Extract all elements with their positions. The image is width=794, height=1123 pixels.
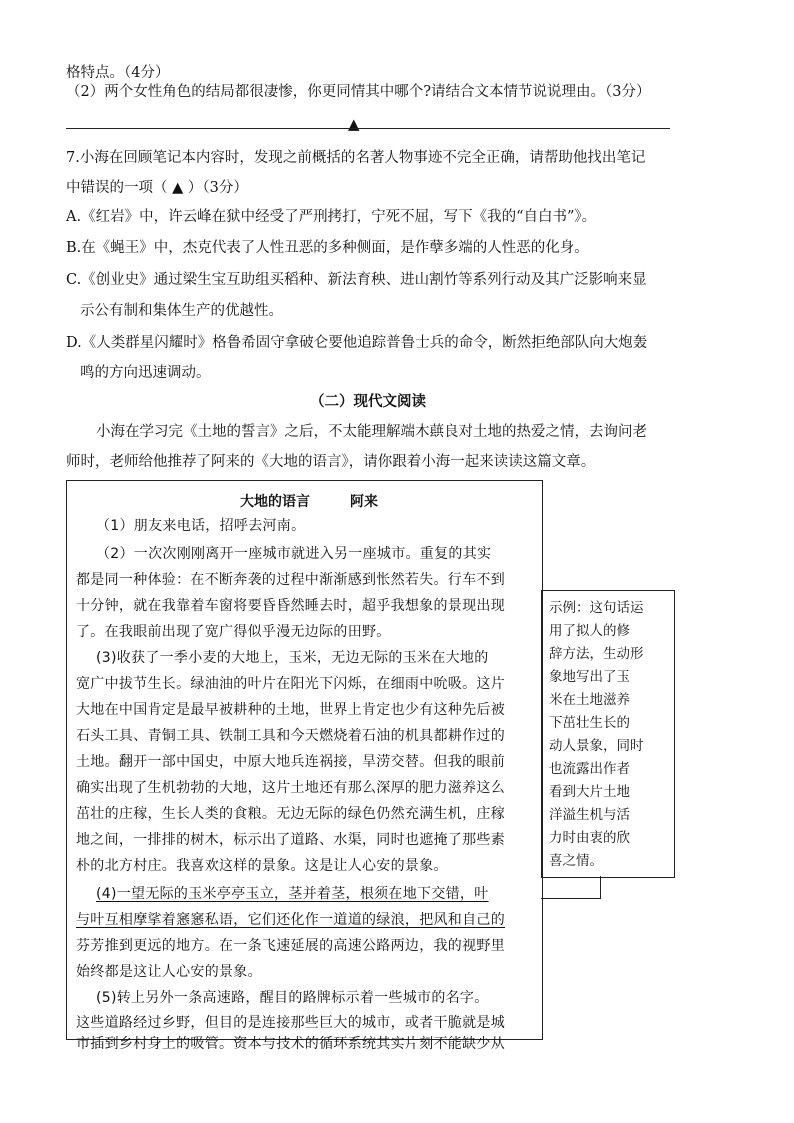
passage-line: 茁壮的庄稼，生长人类的食粮。无边无际的绿色仍然充满生机，庄稼 bbox=[76, 806, 505, 822]
passage-line: 土地。翻开一部中国史，中原大地兵连祸接，旱涝交替。但我的眼前 bbox=[76, 754, 505, 770]
passage-line-underlined: (4)一望无际的玉米亭亭玉立，茎并着茎，根须在地下交错，叶 bbox=[96, 886, 489, 902]
passage-line: 始终都是这让人心安的景象。 bbox=[76, 964, 262, 980]
annotation-line: 看到大片土地 bbox=[549, 784, 630, 800]
passage-line: 大地在中国肯定是最早被耕种的土地，世界上肯定也少有这种先后被 bbox=[76, 702, 505, 718]
annotation-line: 也流露出作者 bbox=[549, 761, 630, 777]
passage-line-underlined: 与叶互相摩挲着窸窸私语，它们还化作一道道的绿浪，把风和自己的 bbox=[76, 912, 505, 928]
annotation-line: 用了拟人的修 bbox=[549, 623, 630, 639]
passage-line: 宽广中拔节生长。绿油油的叶片在阳光下闪烁，在细雨中吮吸。这片 bbox=[76, 676, 505, 692]
passage-line: 芬芳推到更远的地方。在一条飞速延展的高速公路两边，我的视野里 bbox=[76, 938, 505, 954]
annotation-line: 动人景象，同时 bbox=[549, 738, 644, 754]
passage-line: （1）朋友来电话，招呼去河南。 bbox=[96, 518, 306, 534]
annotation-connector-horizontal bbox=[541, 898, 601, 899]
passage-line: 石头工具、青铜工具、铁制工具和今天燃烧着石油的机具都耕作过的 bbox=[76, 728, 505, 744]
passage-line: 市插到乡村身上的吸管。资本与技术的循环系统其实片刻不能缺少从 bbox=[76, 1036, 505, 1052]
section-intro-line2: 师时，老师给他推荐了阿来的《大地的语言》，请你跟着小海一起来读读这篇文章。 bbox=[66, 454, 596, 470]
passage-line: 都是同一种体验：在不断奔袭的过程中渐渐感到怅然若失。行车不到 bbox=[76, 572, 505, 588]
passage-line: 了。在我眼前出现了宽广得似乎漫无边际的田野。 bbox=[76, 624, 391, 640]
annotation-line: 力时由衷的欣 bbox=[549, 830, 630, 846]
q7-option-a: A.《红岩》中，许云峰在狱中经受了严刑拷打，宁死不屈，写下《我的“自白书”》。 bbox=[66, 209, 597, 225]
annotation-line: 象地写出了玉 bbox=[549, 669, 630, 685]
passage-line: （2）一次次刚刚离开一座城市就进入另一座城市。重复的其实 bbox=[96, 546, 492, 562]
annotation-line: 喜之情。 bbox=[549, 853, 603, 869]
q7-option-c-line2: 示公有制和集体生产的优越性。 bbox=[80, 303, 283, 319]
passage-line: 地之间，一排排的树木，标示出了道路、水渠，同时也遮掩了那些素 bbox=[76, 832, 505, 848]
q6-line1: 格特点。（4分） bbox=[66, 65, 170, 81]
q7-option-d-line2: 鸣的方向迅速调动。 bbox=[80, 365, 211, 381]
passage-line: 确实出现了生机勃勃的大地，这片土地还有那么深厚的肥力滋养这么 bbox=[76, 780, 505, 796]
q7-option-b: B.在《蝇王》中，杰克代表了人性丑恶的多种侧面，是作孽多端的人性恶的化身。 bbox=[66, 240, 589, 256]
annotation-line: 辞方法，生动形 bbox=[549, 646, 644, 662]
passage-line: (5)转上另外一条高速路，醒目的路牌标示着一些城市的名字。 bbox=[96, 990, 489, 1006]
q6-subquestion-2: （2）两个女性角色的结局都很凄惨，你更同情其中哪个?请结合文本情节说说理由。（3分） bbox=[66, 84, 651, 100]
passage-line: (3)收获了一季小麦的大地上，玉米，无边无际的玉米在大地的 bbox=[96, 650, 489, 666]
annotation-line: 洋溢生机与活 bbox=[549, 807, 630, 823]
passage-title: 大地的语言 bbox=[240, 494, 310, 510]
answer-marker: ▲ bbox=[348, 115, 360, 133]
passage-line: 朴的北方村庄。我喜欢这样的景象。这是让人心安的景象。 bbox=[76, 858, 448, 874]
q7-option-d-line1: D.《人类群星闪耀时》格鲁希固守拿破仑要他追踪普鲁士兵的命令，断然拒绝部队向大炮轰 bbox=[66, 335, 648, 351]
q7-option-c-line1: C.《创业史》通过梁生宝互助组买稻种、新法育秧、进山割竹等系列行动及其广泛影响来显 bbox=[66, 272, 647, 288]
answer-rule bbox=[66, 128, 670, 129]
q7-stem-line2: 中错误的一项（ ▲ ）（3分） bbox=[66, 180, 248, 196]
section-heading: （二）现代文阅读 bbox=[310, 393, 426, 410]
annotation-connector-vertical bbox=[600, 876, 601, 898]
passage-line: 十分钟，就在我靠着车窗将要昏昏然睡去时，超乎我想象的景现出现 bbox=[76, 598, 505, 614]
annotation-line: 示例：这句话运 bbox=[549, 600, 644, 616]
q7-stem-line1: 7.小海在回顾笔记本内容时，发现之前概括的名著人物事迹不完全正确，请帮助他找出笔记 bbox=[66, 150, 646, 166]
passage-line: 这些道路经过乡野，但目的是连接那些巨大的城市，或者干脆就是城 bbox=[76, 1015, 505, 1031]
annotation-line: 下茁壮生长的 bbox=[549, 715, 630, 731]
annotation-line: 米在土地滋养 bbox=[549, 692, 630, 708]
passage-author: 阿来 bbox=[350, 494, 378, 510]
section-intro-line1: 小海在学习完《土地的誓言》之后，不太能理解端木蕻良对土地的热爱之情，去询问老 bbox=[96, 424, 647, 440]
